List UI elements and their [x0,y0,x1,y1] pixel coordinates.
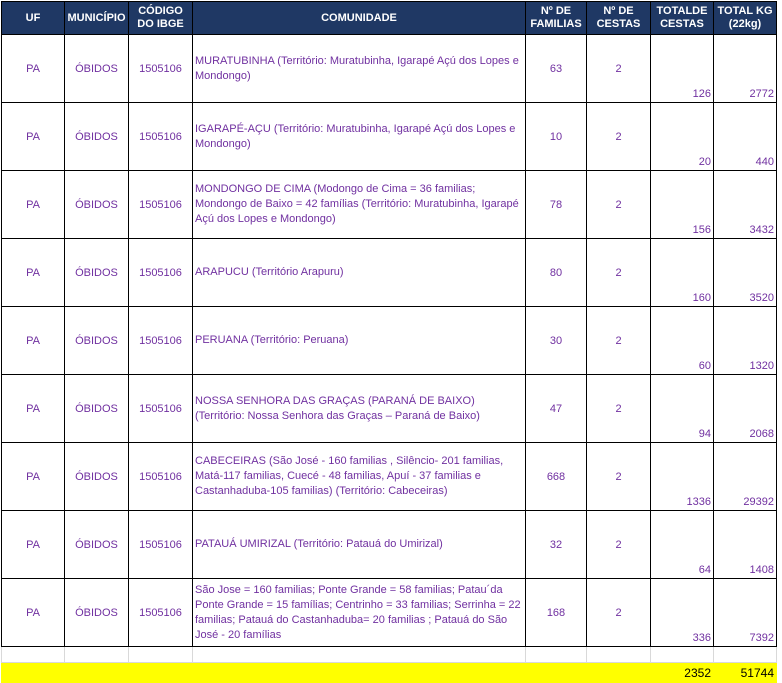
cell-municipio: ÓBIDOS [65,443,129,511]
cell-familias: 63 [526,35,587,103]
cell-cestas: 2 [587,171,651,239]
cell-codigo: 1505106 [129,307,193,375]
header-total-kg: TOTAL KG (22kg) [714,2,777,35]
cell-codigo: 1505106 [129,103,193,171]
cell-total-cestas: 1336 [651,443,714,511]
blank-cell [587,647,651,663]
cell-total-cestas: 20 [651,103,714,171]
totals-empty-cell [526,663,587,683]
cell-comunidade: PERUANA (Território: Peruana) [193,307,526,375]
cell-comunidade: IGARAPÉ-AÇU (Território: Muratubinha, Igarapé Açú dos Lopes e Mondongo) [193,103,526,171]
cell-codigo: 1505106 [129,35,193,103]
cell-municipio: ÓBIDOS [65,307,129,375]
cell-uf: PA [2,307,65,375]
cell-comunidade: CABECEIRAS (São José - 160 familias , Silêncio- 201 familias, Matá-117 familias, Cuecé - 48 familias, Apuí - 37 familias e Castanhaduba-105 familias) (Território: Cabeceiras) [193,443,526,511]
cell-total-kg: 1320 [714,307,777,375]
totals-empty-cell [193,663,526,683]
distribution-table [1,1,777,683]
cell-municipio: ÓBIDOS [65,171,129,239]
cell-comunidade: MURATUBINHA (Território: Muratubinha, Igarapé Açú dos Lopes e Mondongo) [193,35,526,103]
table-row [2,511,777,579]
cell-codigo: 1505106 [129,375,193,443]
cell-comunidade: MONDONGO DE CIMA (Modongo de Cima = 36 familias; Mondongo de Baixo = 42 famílias (Território: Muratubinha, Igarapé Açú dos Lopes e Mondongo) [193,171,526,239]
blank-cell [526,647,587,663]
table-row [2,103,777,171]
table-row [2,375,777,443]
cell-total-kg: 2772 [714,35,777,103]
cell-uf: PA [2,239,65,307]
cell-cestas: 2 [587,307,651,375]
cell-total-cestas: 94 [651,375,714,443]
cell-municipio: ÓBIDOS [65,375,129,443]
cell-codigo: 1505106 [129,511,193,579]
header-uf: UF [2,2,65,35]
table-row [2,239,777,307]
cell-total-kg: 29392 [714,443,777,511]
header-codigo: CÓDIGO DO IBGE [129,2,193,35]
cell-comunidade: NOSSA SENHORA DAS GRAÇAS (PARANÁ DE BAIXO) (Território: Nossa Senhora das Graças – Paraná de Baixo) [193,375,526,443]
cell-familias: 47 [526,375,587,443]
table-row [2,443,777,511]
totals-row [2,663,777,683]
table-row [2,579,777,647]
cell-comunidade: São Jose = 160 familias; Ponte Grande = 58 familias; Patau´da Ponte Grande = 15 famílias; Centrinho = 33 familias; Serrinha = 22 familias; Patauá do Castanhaduba= 20 familias ; Patauá do São José - 20 famílias [193,579,526,647]
total-cestas-sum: 2352 [651,663,714,683]
cell-municipio: ÓBIDOS [65,579,129,647]
cell-municipio: ÓBIDOS [65,511,129,579]
cell-uf: PA [2,511,65,579]
header-municipio: MUNICÍPIO [65,2,129,35]
cell-cestas: 2 [587,239,651,307]
cell-uf: PA [2,375,65,443]
cell-total-kg: 3520 [714,239,777,307]
cell-familias: 10 [526,103,587,171]
blank-row [2,647,777,663]
cell-total-cestas: 336 [651,579,714,647]
cell-cestas: 2 [587,579,651,647]
cell-total-cestas: 160 [651,239,714,307]
cell-cestas: 2 [587,35,651,103]
cell-familias: 168 [526,579,587,647]
cell-familias: 78 [526,171,587,239]
cell-cestas: 2 [587,375,651,443]
cell-total-kg: 2068 [714,375,777,443]
cell-total-kg: 1408 [714,511,777,579]
blank-cell [193,647,526,663]
table-row [2,171,777,239]
cell-uf: PA [2,103,65,171]
totals-empty-cell [129,663,193,683]
cell-cestas: 2 [587,511,651,579]
cell-uf: PA [2,171,65,239]
blank-cell [65,647,129,663]
cell-uf: PA [2,443,65,511]
header-row [2,2,777,35]
cell-familias: 668 [526,443,587,511]
table-row [2,35,777,103]
header-comunidade: COMUNIDADE [193,2,526,35]
cell-familias: 80 [526,239,587,307]
header-familias: Nº DE FAMILIAS [526,2,587,35]
table-row [2,307,777,375]
cell-cestas: 2 [587,103,651,171]
cell-codigo: 1505106 [129,171,193,239]
cell-total-cestas: 156 [651,171,714,239]
cell-codigo: 1505106 [129,239,193,307]
totals-empty-cell [2,663,65,683]
cell-total-kg: 3432 [714,171,777,239]
cell-codigo: 1505106 [129,443,193,511]
cell-total-cestas: 60 [651,307,714,375]
header-cestas: Nº DE CESTAS [587,2,651,35]
cell-municipio: ÓBIDOS [65,239,129,307]
blank-cell [714,647,777,663]
cell-total-cestas: 64 [651,511,714,579]
blank-cell [129,647,193,663]
totals-empty-cell [65,663,129,683]
cell-cestas: 2 [587,443,651,511]
header-total-cestas: TOTALDE CESTAS [651,2,714,35]
cell-total-kg: 440 [714,103,777,171]
cell-comunidade: PATAUÁ UMIRIZAL (Território: Patauá do Umirizal) [193,511,526,579]
cell-familias: 32 [526,511,587,579]
cell-comunidade: ARAPUCU (Território Arapuru) [193,239,526,307]
cell-total-cestas: 126 [651,35,714,103]
blank-cell [2,647,65,663]
cell-municipio: ÓBIDOS [65,103,129,171]
cell-codigo: 1505106 [129,579,193,647]
cell-municipio: ÓBIDOS [65,35,129,103]
cell-uf: PA [2,579,65,647]
cell-uf: PA [2,35,65,103]
totals-empty-cell [587,663,651,683]
total-kg-sum: 51744 [714,663,777,683]
cell-familias: 30 [526,307,587,375]
blank-cell [651,647,714,663]
cell-total-kg: 7392 [714,579,777,647]
